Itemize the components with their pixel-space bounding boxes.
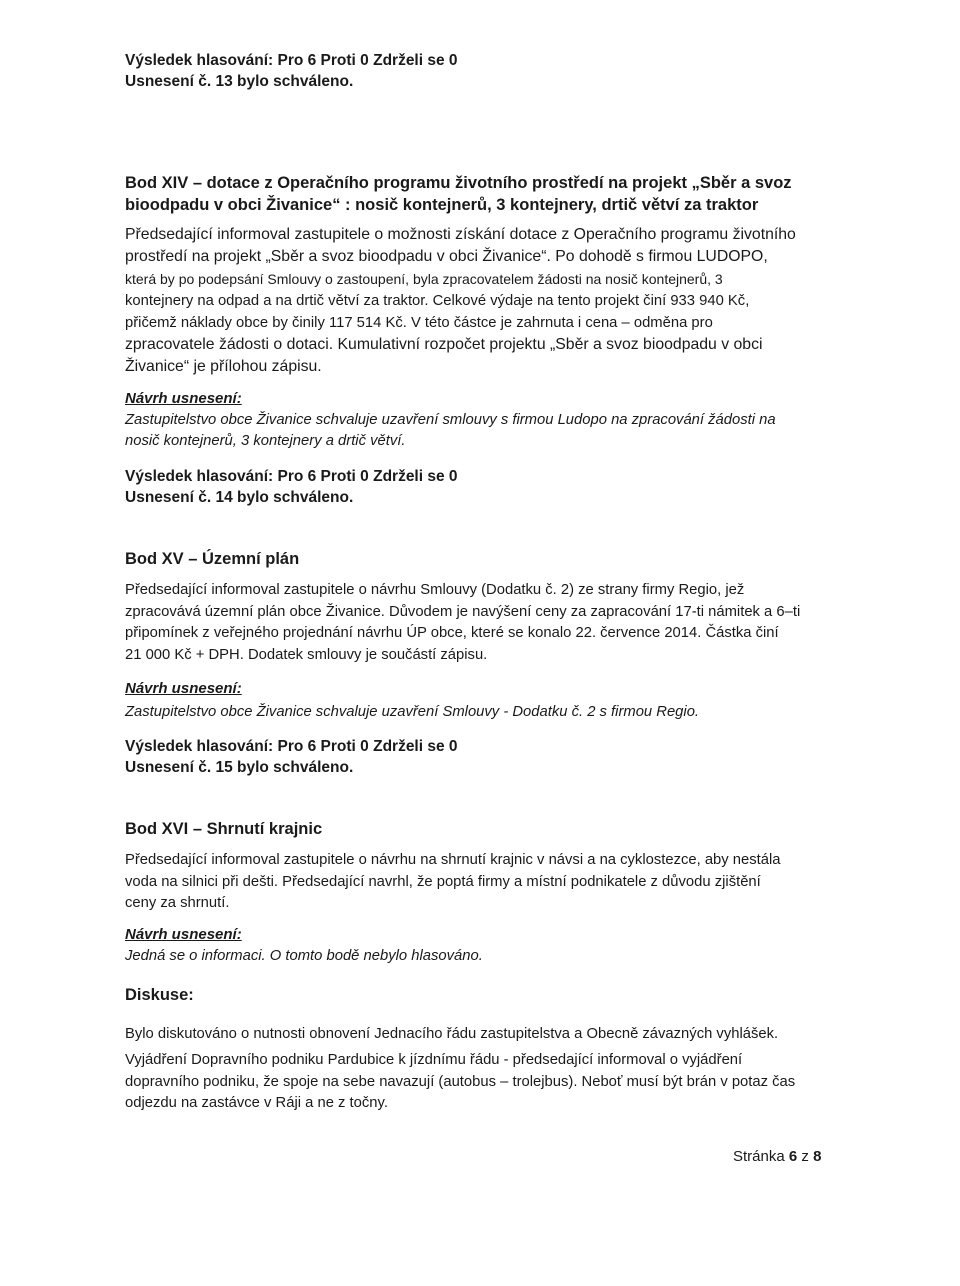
vote15-resolution: Usnesení č. 15 bylo schváleno. xyxy=(125,759,354,776)
bod14-para-line5: přičemž náklady obce by činily 117 514 Kč. V této částce je zahrnuta i cena – odměna pro xyxy=(125,315,713,331)
bod15-para-line2: zpracovává územní plán obce Živanice. Důvodem je navýšení ceny za zapracování 17-ti námitek a 6–ti xyxy=(125,603,801,620)
diskuse-para2-line3: odjezdu na zastávce v Ráji a ne z točny. xyxy=(125,1095,388,1111)
vote15-block xyxy=(125,736,830,778)
bod16-para-line2: voda na silnici při dešti. Předsedající navrhl, že poptá firmy a místní podnikatele z důvodu zjištění xyxy=(125,873,761,890)
bod14-para-line3: která by po podepsání Smlouvy o zastoupení, byla zpracovatelem žádosti na nosič kontejnerů, 3 xyxy=(125,271,723,287)
diskuse-para2 xyxy=(125,1050,830,1115)
bod14-paragraph xyxy=(125,224,830,378)
footer-label: Stránka xyxy=(733,1148,785,1165)
vote14-block xyxy=(125,466,830,508)
diskuse-para2-line2: dopravního podniku, že spoje na sebe navazují (autobus – trolejbus). Neboť musí být brán v potaz čas xyxy=(125,1073,796,1090)
bod15-proposal-label: Návrh usnesení: xyxy=(125,680,242,697)
bod14-title-line1: Bod XIV – dotace z Operačního programu životního prostředí na projekt „Sběr a svoz xyxy=(125,174,792,192)
bod14-para-line1: Předsedající informoval zastupitele o možnosti získání dotace z Operačního programu životního xyxy=(125,226,796,243)
bod15-para-line3: připomínek z veřejného projednání návrhu ÚP obce, které se konalo 22. července 2014. Částka činí xyxy=(125,625,779,641)
page-footer xyxy=(733,1148,821,1165)
bod15-para-line1: Předsedající informoval zastupitele o návrhu Smlouvy (Dodatku č. 2) ze strany firmy Regio, jež xyxy=(125,582,745,598)
bod14-proposal-label: Návrh usnesení: xyxy=(125,390,242,407)
vote13-result: Výsledek hlasování: Pro 6 Proti 0 Zdrželi se 0 xyxy=(125,52,458,69)
diskuse-para1: Bylo diskutováno o nutnosti obnovení Jednacího řádu zastupitelstva a Obecně závazných vyhlášek. xyxy=(125,1026,779,1042)
vote14-resolution: Usnesení č. 14 bylo schváleno. xyxy=(125,489,354,506)
footer-page: 6 xyxy=(788,1148,798,1165)
bod14-para-line7: Živanice“ je přílohou zápisu. xyxy=(125,358,322,375)
vote15-result: Výsledek hlasování: Pro 6 Proti 0 Zdrželi se 0 xyxy=(125,738,458,755)
bod16-proposal: Jedná se o informaci. O tomto bodě nebylo hlasováno. xyxy=(125,948,483,964)
bod16-para-line1: Předsedající informoval zastupitele o návrhu na shrnutí krajnic v návsi a na cyklostezce, aby nestála xyxy=(125,852,781,868)
bod16-paragraph xyxy=(125,850,830,915)
bod14-para-line6: zpracovatele žádosti o dotaci. Kumulativní rozpočet projektu „Sběr a svoz bioodpadu v obci xyxy=(125,336,763,353)
bod15-title: Bod XV – Územní plán xyxy=(125,550,300,568)
bod15-para-line4: 21 000 Kč + DPH. Dodatek smlouvy je součástí zápisu. xyxy=(125,646,488,663)
vote13-resolution: Usnesení č. 13 bylo schváleno. xyxy=(125,73,354,90)
bod14-proposal-line1: Zastupitelstvo obce Živanice schvaluje uzavření smlouvy s firmou Ludopo na zpracování žádosti na xyxy=(125,412,776,428)
diskuse-para2-line1: Vyjádření Dopravního podniku Pardubice k jízdnímu řádu - předsedající informoval o vyjádření xyxy=(125,1052,743,1068)
bod15-paragraph xyxy=(125,580,830,666)
footer-sep: z xyxy=(801,1148,809,1165)
bod16-title: Bod XVI – Shrnutí krajnic xyxy=(125,820,323,838)
bod16-para-line3: ceny za shrnutí. xyxy=(125,895,230,911)
vote13-block xyxy=(125,50,830,92)
bod14-proposal xyxy=(125,410,830,452)
bod14-proposal-line2: nosič kontejnerů, 3 kontejnery a drtič větví. xyxy=(125,433,406,449)
bod14-para-line4: kontejnery na odpad a na drtič větví za traktor. Celkové výdaje na tento projekt činí 933 940 Kč, xyxy=(125,293,750,309)
bod14-title-line2: bioodpadu v obci Živanice“ : nosič kontejnerů, 3 kontejnery, drtič větví za traktor xyxy=(125,196,759,214)
vote14-result: Výsledek hlasování: Pro 6 Proti 0 Zdrželi se 0 xyxy=(125,468,458,485)
footer-total: 8 xyxy=(813,1148,822,1165)
bod14-para-line2: prostředí na projekt „Sběr a svoz bioodpadu v obci Živanice“. Po dohodě s firmou LUDOPO, xyxy=(125,248,768,265)
diskuse-title: Diskuse: xyxy=(125,986,194,1004)
bod16-proposal-label: Návrh usnesení: xyxy=(125,926,242,943)
bod15-proposal: Zastupitelstvo obce Živanice schvaluje uzavření Smlouvy - Dodatku č. 2 s firmou Regio. xyxy=(125,704,700,720)
bod14-title xyxy=(125,172,830,216)
